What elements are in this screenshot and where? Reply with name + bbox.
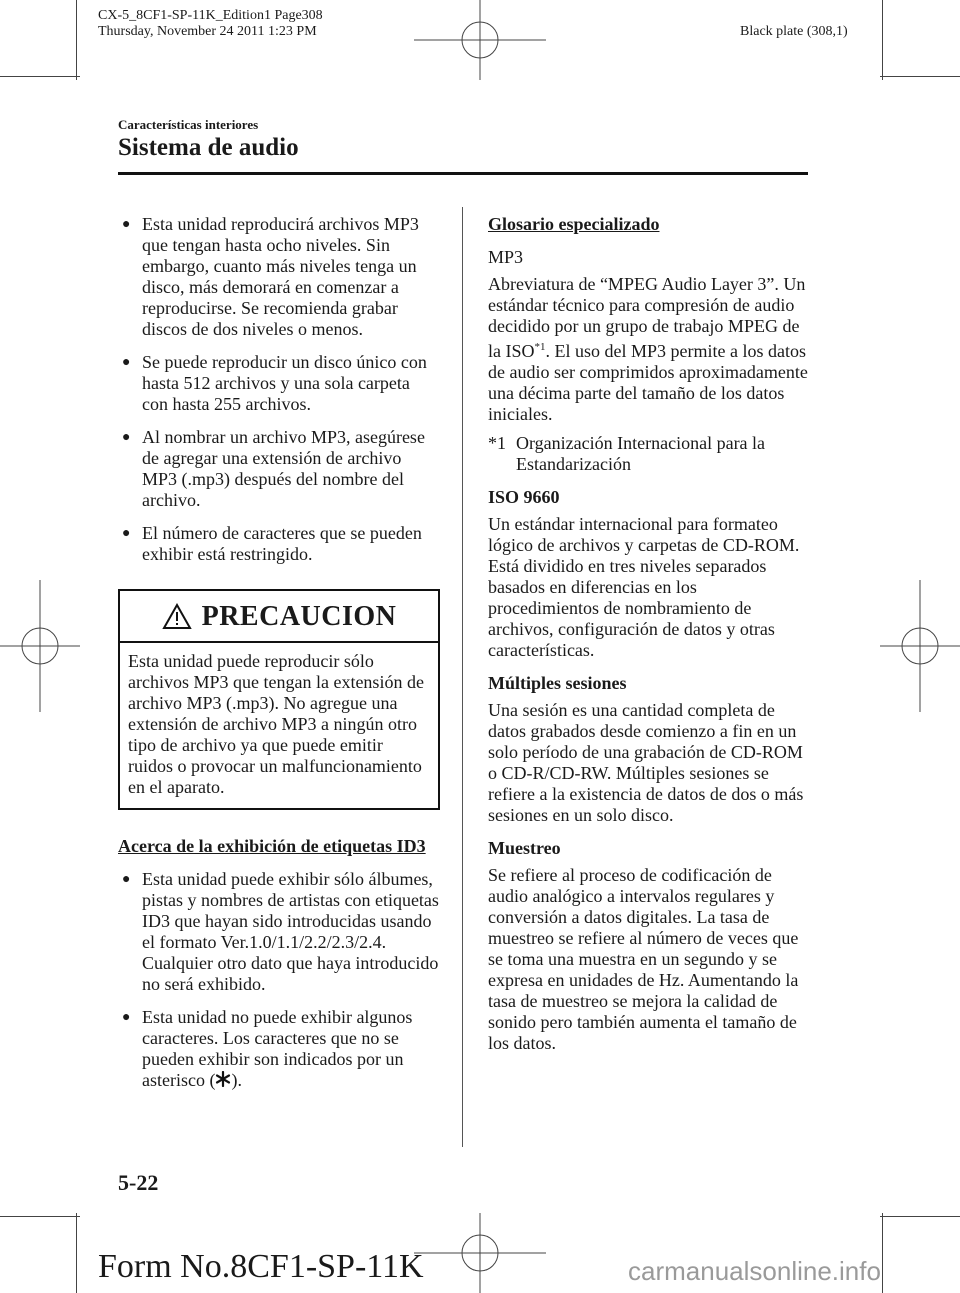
caution-text: Esta unidad puede reproducir sólo archivos MP3 que tengan la extensión de archivo MP3 (.mp3). No agregue una extensión de archivo MP3 a ningún otro tipo de archivo ya que puede emitir ruidos o provocar un malfuncionamiento en el aparato. <box>128 651 424 797</box>
term-iso9660: ISO 9660 <box>488 487 560 507</box>
footnote <box>488 433 810 475</box>
footnote-ref: *1 <box>534 341 546 353</box>
list-item-text: Esta unidad no puede exhibir algunos caracteres. Los caracteres que no se pueden exhibir son indicados por un asterisco ( <box>142 1007 413 1090</box>
list-item-text: Esta unidad puede exhibir sólo álbumes, pistas y nombres de artistas con etiquetas ID3 que hayan sido introducidas usando el formato Ver.1.0/1.1/2.2/2.3/2.4. Cualquier otro dato que haya introducido no será exhibido. <box>142 869 439 994</box>
crop-mark <box>880 76 960 77</box>
definition-sampling: Se refiere al proceso de codificación de audio analógico a intervalos regulares y conversión a datos digitales. La tasa de muestreo se refiere al número de veces que se toma una muestra en un segundo y se expresa en unidades de Hz. Aumentando la tasa de muestreo se mejora la calidad de sonido pero también aumenta el tamaño de los datos. <box>488 865 799 1053</box>
list-item <box>118 352 440 415</box>
registration-mark-right <box>880 580 960 712</box>
definition-mp3-b: . El uso del MP3 permite a los datos de audio ser comprimidos aproximadamente una décima parte del tamaño de los datos iniciales. <box>488 341 808 424</box>
id3-heading: Acerca de la exhibición de etiquetas ID3 <box>118 836 426 856</box>
print-header <box>98 8 323 40</box>
print-header-line2: Thursday, November 24 2011 1:23 PM <box>98 24 317 39</box>
definition-iso9660: Un estándar internacional para formateo lógico de archivos y carpetas de CD-ROM. Está dividido en tres niveles separados basados en diferencias en los procedimientos de nombramiento de archivos, configuración de datos y otras características. <box>488 514 800 660</box>
footnote-text: Organización Internacional para la Estandarización <box>516 433 766 474</box>
list-item-text: Al nombrar un archivo MP3, asegúrese de agregar una extensión de archivo MP3 (.mp3) después del nombre del archivo. <box>142 427 425 510</box>
caution-box <box>118 589 440 810</box>
list-item <box>118 427 440 511</box>
caution-title: PRECAUCION <box>201 600 397 632</box>
bullet-icon: ● <box>122 355 131 370</box>
definition-mp3 <box>488 274 810 425</box>
caution-header <box>120 591 438 643</box>
bullet-icon: ● <box>122 872 131 887</box>
definition-mp3-a: Abreviatura de “MPEG Audio Layer 3”. Un estándar técnico para compresión de audio decidido por un grupo de trabajo MPEG de la ISO <box>488 274 806 361</box>
form-number: Form No.8CF1-SP-11K <box>98 1248 424 1285</box>
crop-mark <box>76 0 77 80</box>
right-column <box>488 214 810 1062</box>
bullet-icon: ● <box>122 430 131 445</box>
footnote-mark: *1 <box>488 433 506 453</box>
bullet-icon: ● <box>122 526 131 541</box>
crop-mark <box>882 0 883 80</box>
list-item-text: Se puede reproducir un disco único con hasta 512 archivos y una sola carpeta con hasta 255 archivos. <box>142 352 427 414</box>
bullet-icon: ● <box>122 1010 131 1025</box>
glossary-heading: Glosario especializado <box>488 214 660 234</box>
column-divider <box>462 207 463 1147</box>
section-label: Características interiores <box>118 117 259 132</box>
list-item-text: El número de caracteres que se pueden exhibir está restringido. <box>142 523 422 564</box>
list-item-text-end: ). <box>231 1070 242 1090</box>
registration-mark-top <box>414 0 546 80</box>
crop-mark <box>76 1213 77 1293</box>
list-item <box>118 523 440 565</box>
bullet-icon: ● <box>122 217 131 232</box>
asterisk-icon <box>215 1071 231 1087</box>
term-sampling: Muestreo <box>488 838 561 858</box>
plate-label: Black plate (308,1) <box>740 24 848 39</box>
list-item <box>118 1007 440 1091</box>
warning-icon <box>162 603 192 630</box>
crop-mark <box>882 1213 883 1293</box>
left-column <box>118 214 440 1103</box>
registration-mark-left <box>0 580 80 712</box>
title-rule <box>118 172 808 175</box>
watermark: carmanualsonline.info <box>628 1256 881 1286</box>
print-header-line1: CX-5_8CF1-SP-11K_Edition1 Page308 <box>98 8 323 23</box>
definition-multisession: Una sesión es una cantidad completa de datos grabados desde comienzo a fin en un solo período de una grabación de CD-ROM o CD-R/CD-RW. Múltiples sesiones se refiere a la existencia de datos de dos o más sesiones en un solo disco. <box>488 700 804 825</box>
page-title: Sistema de audio <box>118 134 299 161</box>
term-multisession: Múltiples sesiones <box>488 673 627 693</box>
crop-mark <box>880 1216 960 1217</box>
list-item-text: Esta unidad reproducirá archivos MP3 que tengan hasta ocho niveles. Sin embargo, cuanto más niveles tenga un disco, más demorará en comenzar a reproducirse. Se recomienda grabar discos de dos niveles o menos. <box>142 214 419 339</box>
registration-mark-bottom <box>414 1213 546 1293</box>
term-mp3: MP3 <box>488 247 524 267</box>
crop-mark <box>0 1216 80 1217</box>
list-item <box>118 214 440 340</box>
list-item <box>118 869 440 995</box>
page-number: 5-22 <box>118 1170 159 1195</box>
crop-mark <box>0 76 80 77</box>
